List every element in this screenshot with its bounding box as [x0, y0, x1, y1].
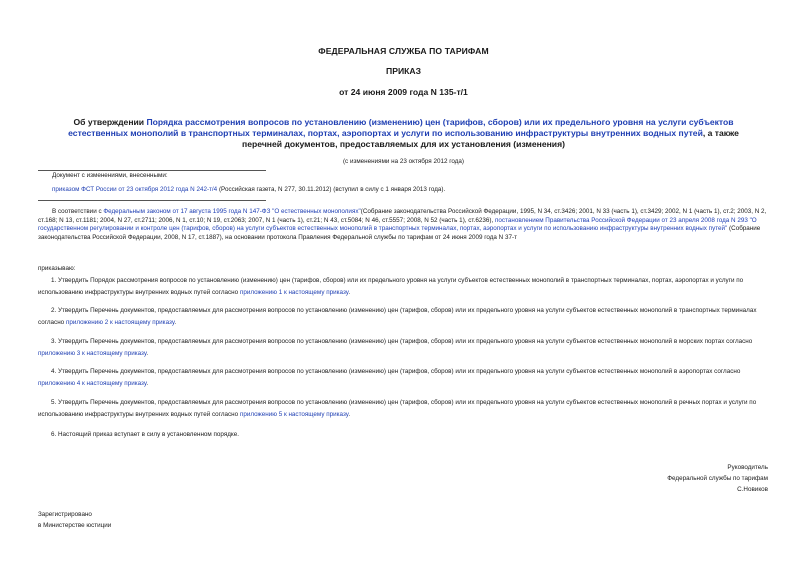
order-item-text: 1. Утвердить Порядок рассмотрения вопросов по установлению (изменению) цен (тарифов, сборов) или их предельного уровня на услуги субъектов естественных монополий в транспортных терминалах, портах, аэропортах и услуги по использованию инфраструктуры внутренних водных путей согласно: [38, 277, 744, 296]
registration-block: [38, 510, 111, 531]
order-item-4: [38, 366, 770, 389]
orders-word: приказываю:: [38, 265, 76, 272]
basis-text-2: (Собрание законодательства Российской Федерации, 1995, N 34, ст.3426; 2001, N 33 (часть 1), ст.3429; 2002, N 1 (часть 1), ст.2; 2003, N 2, ст.168; N 13, ст.1181; 2004, N 27, ст.2711; 2006, N 1, ст.10; N 19, ст.2063; 2007, N 1 (часть 1), ст.21; N 43, ст.5084; N 46, ст.5557; 2008, N 52 (часть 1), ст.6236),: [38, 208, 767, 224]
order-item-1: [38, 275, 770, 298]
amendments-intro: Документ с изменениями, внесенными:: [52, 172, 168, 179]
registration-line-1: Зарегистрировано: [38, 511, 92, 518]
appendix-3-link[interactable]: приложению 3 к настоящему приказу: [38, 349, 147, 357]
amendment-details: (Российская газета, N 277, 30.11.2012) (вступил в силу с 1 января 2013 года).: [217, 186, 446, 193]
order-item-text: 4. Утвердить Перечень документов, предоставляемых для рассмотрения вопросов по установлению (изменению) цен (тарифов, сборов) или их предельного уровня на услуги субъектов естественных монополий в аэропортах согласно: [51, 368, 741, 375]
order-item-end: .: [174, 318, 177, 326]
document-title: [48, 117, 759, 150]
order-item-2: [38, 305, 770, 328]
order-item-text: 5. Утвердить Перечень документов, предоставляемых для рассмотрения вопросов по установлению (изменению) цен (тарифов, сборов) или их предельного уровня на услуги субъектов естественных монополий в речных портах и услуги по использованию инфраструктуры внутренних водных путей согласно: [38, 399, 757, 418]
title-suffix: , а также перечней документов, предоставляемых для их установления (изменения): [242, 128, 739, 149]
order-item-text: 2. Утвердить Перечень документов, предоставляемых для рассмотрения вопросов по установлению (изменению) цен (тарифов, сборов) или их предельного уровня на услуги субъектов естественных монополий в транспортных терминалах согласно: [38, 307, 757, 326]
order-item-6: [38, 429, 770, 441]
order-item-end: .: [146, 349, 149, 357]
appendix-2-link[interactable]: приложению 2 к настоящему приказу: [65, 318, 175, 326]
order-item-end: .: [348, 288, 351, 296]
order-item-end: .: [348, 410, 351, 418]
legal-basis-paragraph: [38, 208, 770, 242]
basis-text-1: В соответствии с: [52, 208, 104, 215]
order-item-text: 6. Настоящий приказ вступает в силу в установленном порядке.: [51, 431, 240, 438]
signer-organization: Федеральной службы по тарифам: [667, 475, 768, 482]
document-type: ПРИКАЗ: [386, 66, 421, 76]
signer-position: Руководитель: [727, 464, 768, 471]
signature-block: [667, 462, 768, 495]
appendix-4-link[interactable]: приложению 4 к настоящему приказу: [38, 379, 147, 387]
appendix-1-link[interactable]: приложению 1 к настоящему приказу: [239, 288, 349, 296]
procedure-link[interactable]: Порядка рассмотрения вопросов по установлению (изменению) цен (тарифов, сборов) или их предельного уровня на услуги субъектов естественных монополий в транспортных терминалах, портах, аэропортах и услуги по использованию инфраструктуры внутренних водных путей: [68, 117, 734, 138]
order-item-5: [38, 397, 770, 420]
order-item-text: 3. Утвердить Перечень документов, предоставляемых для рассмотрения вопросов по установлению (изменению) цен (тарифов, сборов) или их предельного уровня на услуги субъектов естественных монополий в морских портах согласно: [51, 338, 753, 345]
federal-law-link[interactable]: Федеральным законом от 17 августа 1995 года N 147-ФЗ "О естественных монополиях": [103, 208, 361, 215]
amendment-order-link[interactable]: приказом ФСТ России от 23 октября 2012 года N 242-т/4: [52, 186, 218, 193]
order-item-end: .: [146, 379, 149, 387]
appendix-5-link[interactable]: приложению 5 к настоящему приказу: [239, 410, 349, 418]
agency-heading: ФЕДЕРАЛЬНАЯ СЛУЖБА ПО ТАРИФАМ: [318, 46, 489, 56]
order-item-3: [38, 336, 770, 359]
basis-text-3: (Собрание законодательства Российской Федерации, 2008, N 17, ст.1887), на основании протокола Правления Федеральной службы по тарифам от 24 июня 2009 года N 37-т: [38, 225, 761, 241]
registration-line-2: в Министерстве юстиции: [38, 521, 112, 529]
amendments-bottom-rule: [38, 200, 266, 201]
changes-note: (с изменениями на 23 октября 2012 года): [342, 158, 465, 165]
signer-name: С.Новиков: [737, 486, 768, 493]
amendments-line: [52, 186, 772, 195]
government-resolution-link[interactable]: постановлением Правительства Российской Федерации от 23 апреля 2008 года N 293 "О государственном регулировании и контроле цен (тарифов, сборов) на услуги субъектов естественных монополий в транспортных терминалах, портах, аэропортах и услуги по использованию инфраструктуры внутренних водных путей": [38, 216, 757, 233]
title-prefix: Об утверждении: [73, 117, 147, 127]
document-date-number: от 24 июня 2009 года N 135-т/1: [339, 87, 468, 97]
amendments-top-rule: [38, 170, 266, 171]
